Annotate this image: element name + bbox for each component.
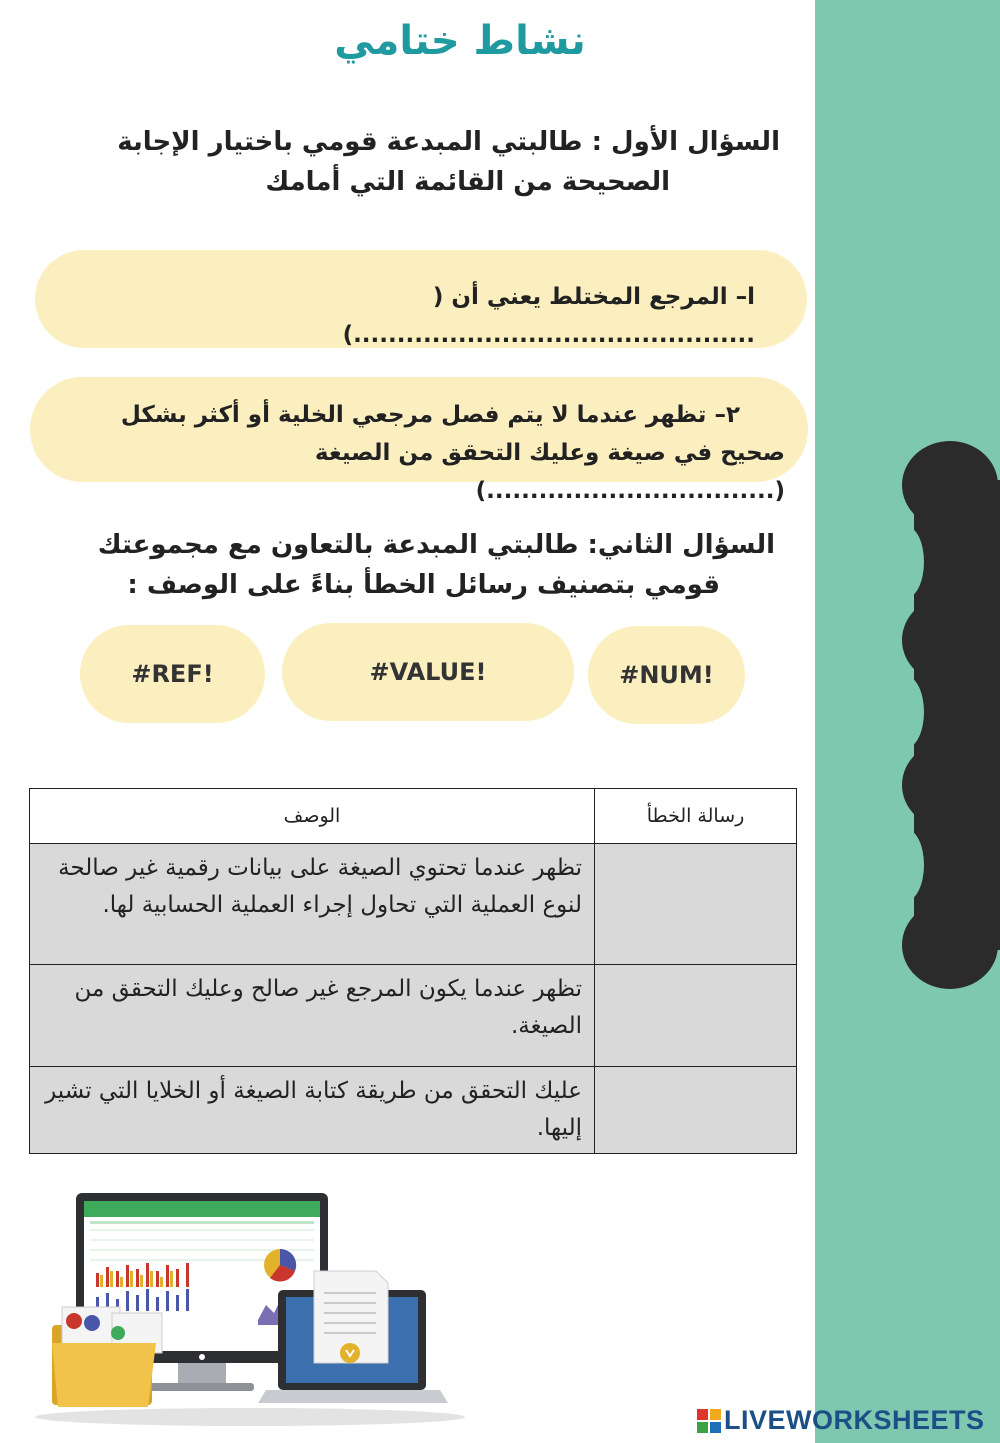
drop-slot-1[interactable] — [595, 844, 797, 965]
header-description: الوصف — [30, 789, 595, 844]
row-description: تظهر عندما يكون المرجع غير صالح وعليك التحقق من الصيغة. — [30, 965, 595, 1067]
table-row — [30, 844, 797, 965]
error-table — [29, 788, 797, 1154]
liveworksheets-logo-text: LIVEWORKSHEETS — [724, 1405, 985, 1435]
option-ref-chip[interactable]: #REF! — [80, 625, 265, 723]
item-1-text[interactable]: ا– المرجع المختلط يعني أن ( ..............................................) — [342, 284, 755, 348]
binder-rings-decoration — [900, 440, 1000, 990]
question-two-line2: قومي بتصنيف رسائل الخطأ بناءً على الوصف : — [127, 570, 720, 600]
page-title: نشاط ختامي — [334, 18, 586, 64]
row-description: عليك التحقق من طريقة كتابة الصيغة أو الخلايا التي تشير إليها. — [30, 1067, 595, 1154]
question-one-line1: السؤال الأول : طالبتي المبدعة قومي باختيار الإجابة — [117, 127, 780, 157]
row-description: تظهر عندما تحتوي الصيغة على بيانات رقمية غير صالحة لنوع العملية التي تحاول إجراء العملية الحسابية لها. — [30, 844, 595, 965]
question-one-line2: الصحيحة من القائمة التي أمامك — [265, 167, 670, 197]
item-2-line2: صحيح في صيغة وعليك التحقق من الصيغة (.................................) — [314, 440, 785, 504]
table-header-row — [30, 789, 797, 844]
liveworksheets-logo-icon — [697, 1409, 721, 1433]
liveworksheets-logo — [697, 1405, 985, 1436]
question-two — [40, 525, 775, 605]
question-one — [90, 122, 780, 202]
table-row — [30, 965, 797, 1067]
drop-slot-2[interactable] — [595, 965, 797, 1067]
question-two-line1: السؤال الثاني: طالبتي المبدعة بالتعاون مع مجموعتك — [97, 530, 775, 560]
drop-slot-3[interactable] — [595, 1067, 797, 1154]
option-num-chip[interactable]: #NUM! — [588, 626, 745, 724]
item-2-line1: ٢– تظهر عندما لا يتم فصل مرجعي الخلية أو أكثر بشكل — [120, 402, 740, 428]
item-2-text[interactable] — [55, 396, 785, 510]
header-error-message: رسالة الخطأ — [595, 789, 797, 844]
computer-illustration — [30, 1185, 470, 1430]
table-row — [30, 1067, 797, 1154]
option-value-chip[interactable]: #VALUE! — [282, 623, 574, 721]
